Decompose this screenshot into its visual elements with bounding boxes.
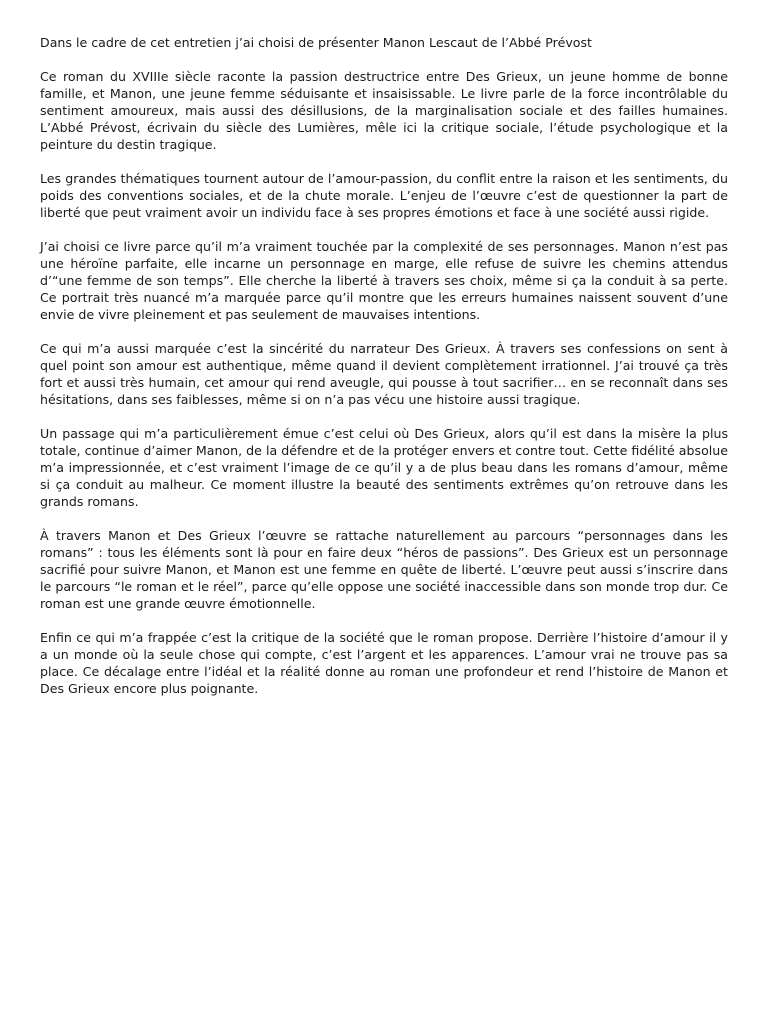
paragraph-characters: J’ai choisi ce livre parce qu’il m’a vraiment touchée par la complexité de ses personnages. Manon n’est pas une héroïne parfaite, elle incarne un personnage en marge, elle refuse de suivre les chemins attendus d’“une femme de son temps”. Elle cherche la liberté à travers ses choix, même si ça la conduit à sa perte. Ce portrait très nuancé m’a marquée parce qu’il montre que les erreurs humaines naissent souvent d’une envie de vivre pleinement et pas seulement de mauvaises intentions. — [40, 239, 728, 322]
paragraph-intro: Ce roman du XVIIIe siècle raconte la passion destructrice entre Des Grieux, un jeune homme de bonne famille, et Manon, une jeune femme séduisante et insaisissable. Le livre parle de la force incontrôlable du sentiment amoureux, mais aussi des désillusions, de la marginalisation sociale et des failles humaines. L’Abbé Prévost, écrivain du siècle des Lumières, mêle ici la critique sociale, l’étude psychologique et la peinture du destin tragique. — [40, 69, 728, 152]
document-heading: Dans le cadre de cet entretien j’ai choisi de présenter Manon Lescaut de l’Abbé Prévost — [40, 35, 592, 50]
paragraph-narrator: Ce qui m’a aussi marquée c’est la sincérité du narrateur Des Grieux. À travers ses confessions on sent à quel point son amour est authentique, même quand il devient complètement irrationnel. J’ai trouvé ça très fort et aussi très humain, cet amour qui rend aveugle, qui pousse à tout sacrifier… en se reconnaît dans ses hésitations, dans ses faiblesses, même si on n’a pas vécu une histoire aussi tragique. — [40, 341, 728, 407]
paragraph-themes: Les grandes thématiques tournent autour de l’amour-passion, du conflit entre la raison et les sentiments, du poids des conventions sociales, et de la chute morale. L’enjeu de l’œuvre c’est de questionner la part de liberté que peut vraiment avoir un individu face à ses propres émotions et face à une société aussi rigide. — [40, 171, 728, 220]
paragraph-conclusion: Enfin ce qui m’a frappée c’est la critique de la société que le roman propose. Derrière l’histoire d’amour il y a un monde où la seule chose qui compte, c’est l’argent et les apparences. L’amour vrai ne trouve pas sa place. Ce décalage entre l’idéal et la réalité donne au roman une profondeur et rend l’histoire de Manon et Des Grieux encore plus poignante. — [40, 630, 728, 696]
document-page — [40, 34, 728, 714]
paragraph-parcours: À travers Manon et Des Grieux l’œuvre se rattache naturellement au parcours “personnages dans les romans” : tous les éléments sont là pour en faire deux “héros de passions”. Des Grieux est un personnage sacrifié pour suivre Manon, et Manon est une femme en quête de liberté. L’œuvre peut aussi s’inscrire dans le parcours “le roman et le réel”, parce qu’elle oppose une société inaccessible dans son monde trop dur. Ce roman est une grande œuvre émotionnelle. — [40, 528, 728, 611]
paragraph-passage: Un passage qui m’a particulièrement émue c’est celui où Des Grieux, alors qu’il est dans la misère la plus totale, continue d’aimer Manon, de la défendre et de la protéger envers et contre tout. Cette fidélité absolue m’a impressionnée, et c’est vraiment l’image de ce qu’il y a de plus beau dans les romans d’amour, même si ça conduit au malheur. Ce moment illustre la beauté des sentiments extrêmes qu’on retrouve dans les grands romans. — [40, 426, 728, 509]
